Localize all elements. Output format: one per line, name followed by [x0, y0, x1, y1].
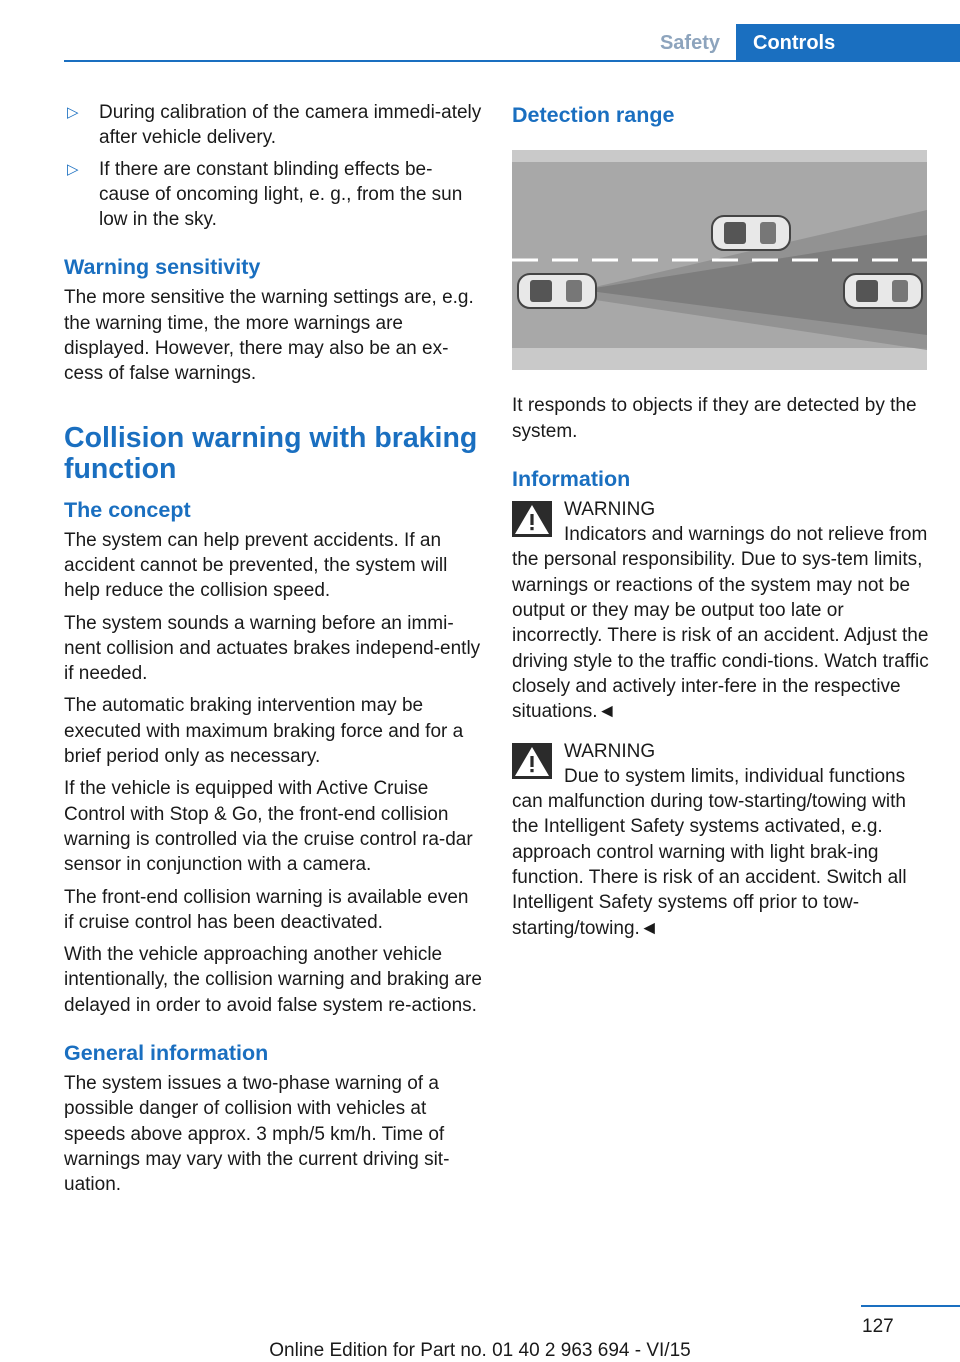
- bullet-text: If there are constant blinding effects be-cause of oncoming light, e. g., from the sun low in the sky.: [99, 158, 463, 231]
- warning-title: WARNING: [564, 498, 656, 520]
- concept-paragraph: The automatic braking intervention may be executed with maximum braking force and for a brief period only as necessary.: [64, 695, 464, 768]
- concept-paragraph: The system sounds a warning before an immi-nent collision and actuates brakes independ-ently if needed.: [64, 612, 481, 685]
- footer-divider: [861, 1305, 960, 1307]
- detection-range-heading: Detection range: [512, 103, 675, 127]
- car-icon: [518, 274, 596, 308]
- general-information-text: The system issues a two-phase warning of a possible danger of collision with vehicles at speeds above approx. 3 mph/5 km/h. Time of warnings may vary with the current driving sit-uation.: [64, 1073, 450, 1196]
- detection-caption: It responds to objects if they are detected by the system.: [512, 395, 917, 442]
- tab-controls[interactable]: Controls: [736, 24, 960, 62]
- general-information-heading: General information: [64, 1041, 269, 1066]
- triangle-bullet-icon: ▷: [67, 104, 79, 121]
- right-column: [512, 100, 932, 948]
- concept-paragraph: With the vehicle approaching another vehicle intentionally, the collision warning and braking are delayed in order to avoid false system re-actions.: [64, 944, 482, 1016]
- left-column: [64, 100, 482, 1205]
- warning-triangle-icon: [512, 743, 552, 779]
- car-icon: [844, 274, 922, 308]
- concept-paragraph: The front-end collision warning is available even if cruise control has been deactivated.: [64, 886, 469, 933]
- page-number: 127: [862, 1316, 894, 1337]
- edition-footer: Online Edition for Part no. 01 40 2 963 694 - VI/15: [269, 1340, 691, 1361]
- triangle-bullet-icon: ▷: [67, 160, 79, 178]
- list-item: [64, 157, 482, 233]
- warning-block: [512, 497, 932, 725]
- warning-title: WARNING: [564, 740, 656, 762]
- tab-safety[interactable]: Safety: [659, 32, 720, 54]
- information-heading: Information: [512, 466, 631, 491]
- warning-sensitivity-heading: Warning sensitivity: [64, 255, 261, 280]
- warning-block: [512, 739, 932, 941]
- concept-heading: The concept: [64, 497, 191, 522]
- header-divider: [64, 60, 960, 62]
- bullet-text: During calibration of the camera immedi-ately after vehicle delivery.: [99, 102, 482, 149]
- warning-sensitivity-text: The more sensitive the warning settings are, e.g. the warning time, the more warnings are displayed. However, there may also be an ex-cess of false warnings.: [64, 287, 474, 385]
- concept-paragraph: If the vehicle is equipped with Active Cruise Control with Stop & Go, the front-end collision warning is controlled via the cruise control ra-dar sensor in conjunction with a camera.: [64, 778, 473, 876]
- list-item: [64, 100, 482, 151]
- car-icon: [712, 216, 790, 250]
- section-title: Collision warning with braking function: [64, 421, 478, 485]
- concept-paragraph: The system can help prevent accidents. If an accident cannot be prevented, the system will help reduce the collision speed.: [64, 529, 448, 602]
- warning-text: Indicators and warnings do not relieve from the personal responsibility. Due to sys-tem limits, warnings or reactions of the system may not be output or they may be output too late or incorrectly. There is risk of an accident. Adjust the driving style to the traffic condi-tions. Watch traffic closely and actively inter-fere in the respective situations.◄: [512, 524, 929, 723]
- detection-range-illustration: [512, 150, 927, 370]
- warning-text: Due to system limits, individual functions can malfunction during tow-starting/towing with the Intelligent Safety systems activated, e.g. approach control warning with light brak-ing function. There is risk of an accident. Switch all Intelligent Safety systems off prior to tow-starting/towing.◄: [512, 765, 907, 939]
- warning-triangle-icon: [512, 501, 552, 537]
